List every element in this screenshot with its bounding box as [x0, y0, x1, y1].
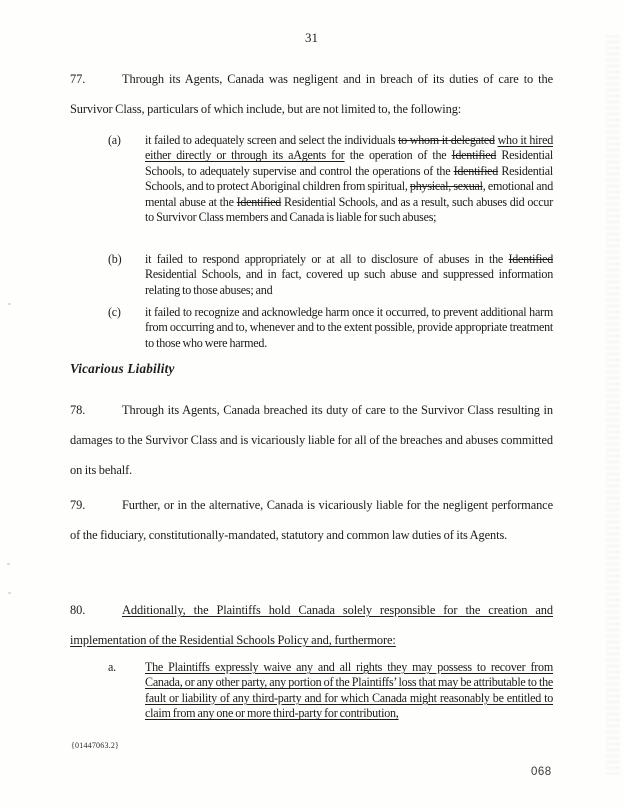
- text-segment: Further, or in the alternative, Canada is vicariously liable for the negligent performance of the fiduciary, constitutionally-mandated, statutory and common law duties of its Agents.: [70, 498, 553, 542]
- subitem-label: (b): [108, 252, 122, 266]
- text-segment: Identified: [508, 252, 553, 266]
- text-segment: it failed to respond appropriately or at all to disclosure of abuses in the: [145, 252, 509, 266]
- text-segment: physical, sexual: [409, 179, 483, 194]
- scan-speck-artifact: [8, 592, 11, 594]
- text-segment: Residential Schools, and in fact, covered up such abuse and suppressed information relating to those abuses; and: [145, 267, 553, 297]
- paragraph-number: 80.: [70, 603, 86, 617]
- section-heading: Vicarious Liability: [70, 361, 175, 376]
- text-segment: it failed to adequately screen and select the individuals: [145, 133, 399, 147]
- text-segment: Additionally, the Plaintiffs hold Canada solely responsible for the creation and implementation of the Residential Schools Policy and, furthermore:: [70, 603, 553, 647]
- page-number: 31: [305, 30, 318, 45]
- text-segment: Residential Schools, and as a result, such abuses did occur to Survivor Class members and Canada is liable for such abuses;: [145, 194, 553, 225]
- subitem-b: [108, 252, 553, 298]
- text-segment: Through its Agents, Canada breached its duty of care to the Survivor Class resulting in damages to the Survivor Class and is vicariously liable for all of the breaches and abuses committed on its behalf.: [70, 403, 553, 477]
- subitem-a: [108, 133, 553, 225]
- paragraph-number: 77.: [70, 72, 86, 86]
- subitem-label: (a): [108, 133, 121, 147]
- subitem-label: a.: [108, 660, 116, 674]
- scan-speck-artifact: [7, 563, 10, 565]
- paragraph-79: [70, 490, 553, 550]
- text-segment: The Plaintiffs expressly waive any and all rights they may possess to recover from Canada, or any other party, any portion of the Plaintiffs’ loss that may be attributable to the fault or liability of any third-party and for which Canada might reasonably be entitled to claim from any one or more third-party for contribution,: [145, 660, 553, 721]
- bates-stamp-number: 068: [531, 766, 552, 778]
- text-segment: it failed to recognize and acknowledge harm once it occurred, to prevent additional harm from occurring and to, whenever and to the extent possible, provide appropriate treatment to those who were harmed.: [145, 305, 553, 350]
- text-segment: to whom it delegated: [398, 133, 495, 147]
- text-segment: who it hired either directly or through its aAgents for: [145, 133, 553, 163]
- document-id-footer: {01447063.2}: [71, 741, 120, 750]
- scan-edge-artifact: [606, 35, 620, 775]
- text-segment: Residential Schools, and to protect Aboriginal children from spiritual,: [145, 163, 553, 194]
- text-segment: Residential Schools, to adequately supervise and control the operations of the: [145, 148, 553, 178]
- text-segment: Identified: [453, 163, 499, 178]
- paragraph-78: [70, 395, 553, 485]
- subitem-c: [108, 305, 553, 351]
- text-segment: Identified: [451, 148, 497, 163]
- subitem-label: (c): [108, 305, 121, 319]
- text-segment: the operation of the: [344, 148, 452, 163]
- subitem-a: [108, 660, 553, 722]
- text-segment: , emotional and mental abuse at the: [145, 179, 553, 209]
- scan-speck-artifact: [8, 303, 11, 305]
- text-segment: Through its Agents, Canada was negligent and in breach of its duties of care to the Survivor Class, particulars of which include, but are not limited to, the following:: [70, 72, 553, 116]
- text-segment: Identified: [236, 194, 282, 209]
- paragraph-number: 79.: [70, 498, 86, 512]
- paragraph-80: [70, 595, 553, 655]
- paragraph-77: [70, 64, 553, 124]
- paragraph-number: 78.: [70, 403, 86, 417]
